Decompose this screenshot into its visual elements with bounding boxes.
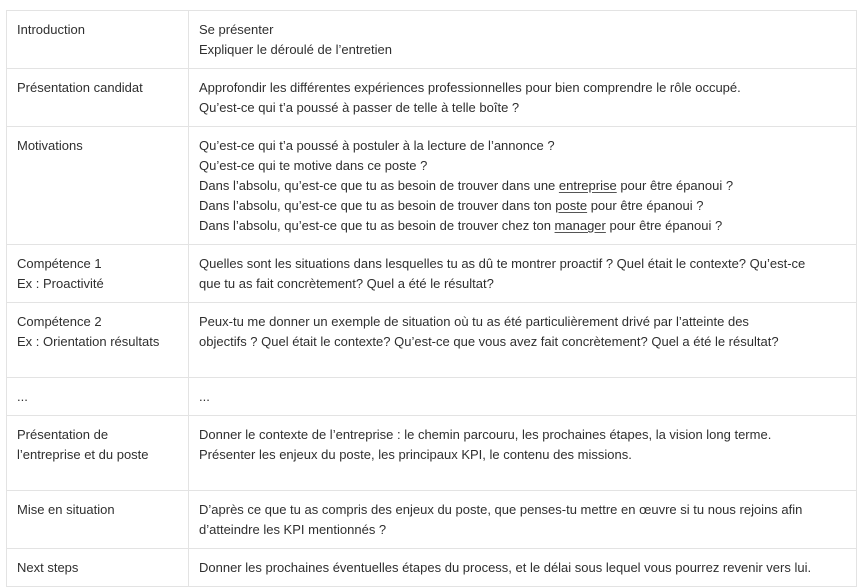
content-line: Se présenter	[199, 22, 274, 37]
row-label-cell	[7, 491, 189, 549]
row-label-cell	[7, 549, 189, 587]
table-row	[7, 549, 857, 587]
table-row	[7, 378, 857, 416]
interview-guide-table	[6, 10, 857, 587]
table-row	[7, 69, 857, 127]
row-label-line: Mise en situation	[17, 502, 115, 517]
content-line: Qu’est-ce qui t’a poussé à passer de telle à telle boîte ?	[199, 100, 520, 115]
content-line: que tu as fait concrètement? Quel a été le résultat?	[199, 276, 494, 291]
content-text: Dans l’absolu, qu’est-ce que tu as besoin de trouver chez ton	[199, 218, 555, 233]
content-line: d’atteindre les KPI mentionnés ?	[199, 522, 387, 537]
table-row	[7, 491, 857, 549]
row-label-line: Présentation de	[17, 427, 109, 442]
content-text: Dans l’absolu, qu’est-ce que tu as besoin de trouver dans une	[199, 178, 559, 193]
row-content-cell	[189, 491, 857, 549]
content-text: pour être épanoui ?	[616, 178, 734, 193]
content-line: Donner les prochaines éventuelles étapes du process, et le délai sous lequel vous pourrez revenir vers lui.	[199, 560, 812, 575]
row-content-cell	[189, 69, 857, 127]
table-row	[7, 416, 857, 491]
table-row	[7, 245, 857, 303]
row-label-cell	[7, 127, 189, 245]
row-label-line: l’entreprise et du poste	[17, 447, 149, 462]
row-label-line: Ex : Proactivité	[17, 276, 104, 291]
row-label-cell	[7, 303, 189, 378]
content-line	[199, 176, 846, 196]
row-label-cell	[7, 69, 189, 127]
content-line: D’après ce que tu as compris des enjeux du poste, que penses-tu mettre en œuvre si tu nous rejoins afin	[199, 502, 803, 517]
row-content-cell	[189, 549, 857, 587]
content-line: ...	[199, 389, 210, 404]
content-text: Dans l’absolu, qu’est-ce que tu as besoin de trouver dans ton	[199, 198, 556, 213]
interview-guide-table-wrapper	[6, 10, 857, 587]
content-line	[199, 196, 846, 216]
row-content-cell	[189, 378, 857, 416]
row-content-cell	[189, 303, 857, 378]
row-label-line: Introduction	[17, 22, 85, 37]
row-label-cell	[7, 11, 189, 69]
content-line	[199, 216, 846, 236]
underlined-term-poste: poste	[555, 198, 588, 213]
content-line: Quelles sont les situations dans lesquelles tu as dû te montrer proactif ? Quel était le contexte? Qu’est-ce	[199, 256, 806, 271]
table-row	[7, 127, 857, 245]
row-label-cell	[7, 245, 189, 303]
row-label-line: Compétence 1	[17, 256, 102, 271]
table-row	[7, 303, 857, 378]
content-line: Expliquer le déroulé de l’entretien	[199, 42, 392, 57]
row-label-line: ...	[17, 389, 28, 404]
row-content-cell	[189, 416, 857, 491]
underlined-term-manager: manager	[554, 218, 606, 233]
content-line: Qu’est-ce qui te motive dans ce poste ?	[199, 158, 428, 173]
row-label-line: Motivations	[17, 138, 83, 153]
content-text: pour être épanoui ?	[605, 218, 723, 233]
content-line: Qu’est-ce qui t’a poussé à postuler à la lecture de l’annonce ?	[199, 138, 555, 153]
row-label-cell	[7, 416, 189, 491]
row-label-cell	[7, 378, 189, 416]
content-line: objectifs ? Quel était le contexte? Qu’est-ce que vous avez fait concrètement? Quel a été le résultat?	[199, 334, 779, 349]
row-label-line: Présentation candidat	[17, 80, 143, 95]
content-line: Peux-tu me donner un exemple de situation où tu as été particulièrement drivé par l’atteinte des	[199, 314, 749, 329]
row-content-cell	[189, 127, 857, 245]
content-line: Approfondir les différentes expériences professionnelles pour bien comprendre le rôle occupé.	[199, 80, 741, 95]
table-body	[7, 11, 857, 587]
underlined-term-entreprise: entreprise	[558, 178, 617, 193]
content-line: Donner le contexte de l’entreprise : le chemin parcouru, les prochaines étapes, la vision long terme.	[199, 427, 772, 442]
row-label-line: Compétence 2	[17, 314, 102, 329]
content-text: pour être épanoui ?	[587, 198, 704, 213]
row-content-cell	[189, 11, 857, 69]
table-row	[7, 11, 857, 69]
content-line: Présenter les enjeux du poste, les principaux KPI, le contenu des missions.	[199, 447, 632, 462]
row-label-line: Ex : Orientation résultats	[17, 334, 160, 349]
row-label-line: Next steps	[17, 560, 79, 575]
row-content-cell	[189, 245, 857, 303]
